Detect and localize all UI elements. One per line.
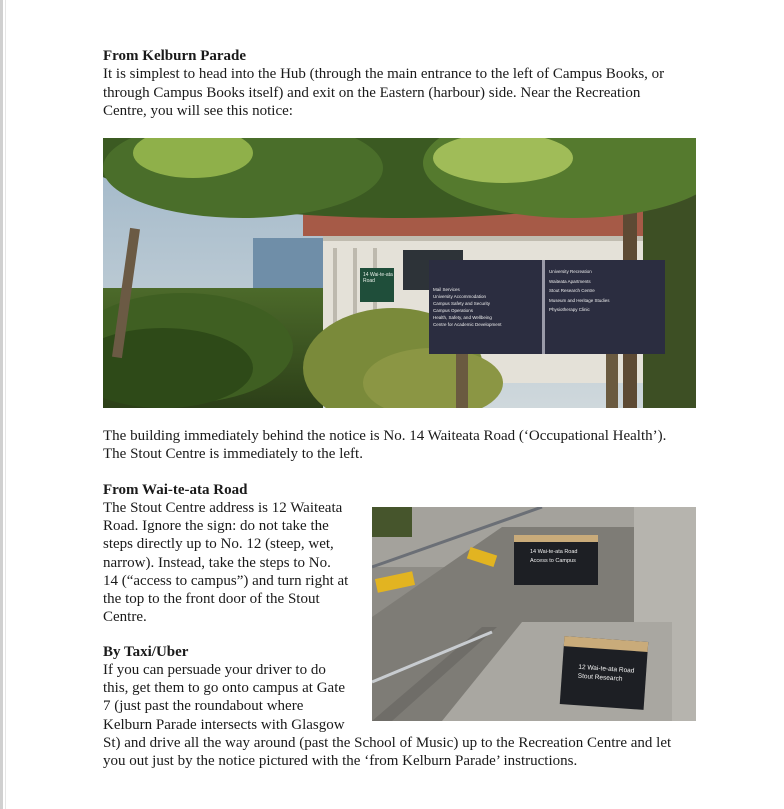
sign-line: Access to Campus (530, 558, 576, 564)
page-edge (0, 0, 3, 809)
sign-item: Physiotherapy Clinic (549, 307, 590, 312)
kelburn-heading: From Kelburn Parade (103, 48, 247, 64)
waiteata-line: narrow). Instead, take the steps to No. (103, 554, 331, 571)
waiteata-line: Road. Ignore the sign: do not take the (103, 518, 329, 535)
waiteata-heading: From Wai-te-ata Road (103, 482, 248, 498)
taxi-line: this, get them to go onto campus at Gate (103, 680, 346, 697)
waiteata-section (103, 481, 365, 626)
photo-caption (103, 427, 703, 463)
sign-right-panel (549, 267, 661, 315)
sign-item: Museum and Heritage Studies (549, 297, 610, 303)
waiteata-line: the top to the front door of the Stout (103, 591, 320, 608)
taxi-section (103, 643, 703, 770)
waiteata-line: 14 (“access to campus”) and turn right at (103, 572, 349, 589)
taxi-line: If you can persuade your driver to do (103, 662, 326, 678)
kelburn-line-3: Centre, you will see this notice: (103, 103, 293, 119)
taxi-line: 7 (just past the roundabout where (103, 698, 304, 715)
signpost-photo (103, 138, 696, 408)
taxi-line: Kelburn Parade intersects with Glasgow (103, 716, 345, 733)
sign-item: Campus Operations (433, 308, 474, 313)
sign-left-panel (433, 286, 541, 328)
sign-item: Centre for Academic Development (433, 322, 502, 327)
waiteata-line: The Stout Centre address is 12 Waiteata (103, 500, 343, 516)
caption-line-1: The building immediately behind the notice is No. 14 Waiteata Road (‘Occupational Health’). (103, 428, 667, 444)
sign-item: University Accommodation (433, 294, 487, 299)
taxi-heading: By Taxi/Uber (103, 644, 189, 660)
waiteata-line: Centre. (103, 609, 147, 626)
sign-item: Waiteata Apartments (549, 278, 591, 284)
sign-line: 14 Wai-te-ata Road (530, 549, 578, 555)
sign-line: 12 Wai-te-ata Road (578, 663, 635, 675)
kelburn-section (103, 47, 703, 121)
sign-item: Stout Research Centre (549, 288, 595, 293)
sign-item: Health, Safety, and Wellbeing (433, 315, 492, 320)
sign-14-waiteata (530, 548, 596, 566)
taxi-line: you out just by the notice pictured with the ‘from Kelburn Parade’ instructions. (103, 753, 578, 770)
sign-item: Campus Safety and Security (433, 301, 491, 306)
kelburn-line-2: through Campus Books itself) and exit on the Eastern (harbour) side. Near the Recreation (103, 84, 641, 101)
waiteata-line: steps directly up to No. 12 (steep, wet, (103, 536, 334, 553)
sign-item: Mail Services (433, 287, 460, 292)
page-edge-line (5, 0, 6, 809)
sign-line: Stout Research (577, 672, 623, 683)
kelburn-line-1: It is simplest to head into the Hub (through the main entrance to the left of Campus Books, or (103, 66, 665, 82)
small-wall-sign: 14 Wai-te-ata Road (363, 272, 393, 284)
sign-item: University Recreation (549, 269, 592, 274)
taxi-line: St) and drive all the way around (past the School of Music) up to the Recreation Centre and let (103, 734, 672, 751)
caption-line-2: The Stout Centre is immediately to the left. (103, 446, 363, 462)
